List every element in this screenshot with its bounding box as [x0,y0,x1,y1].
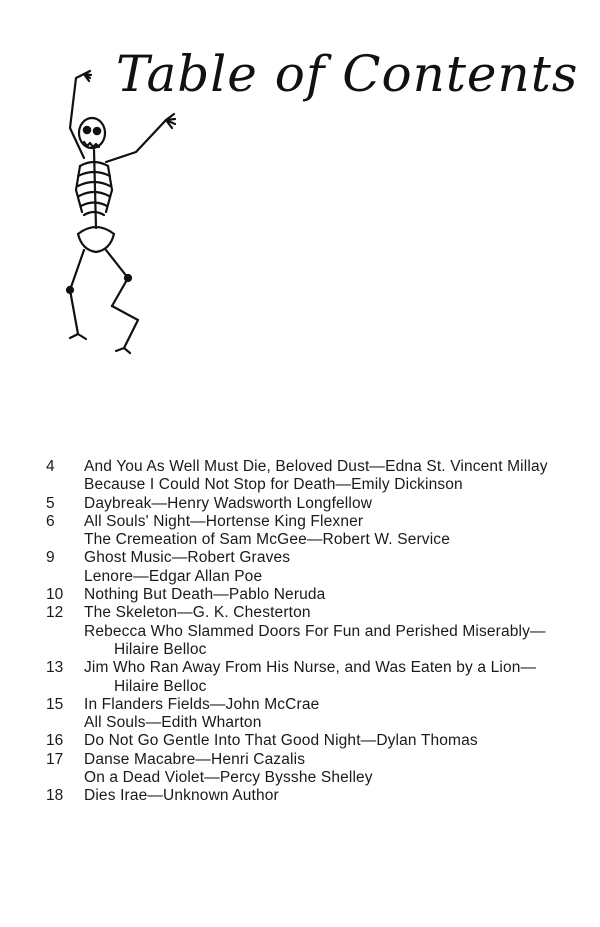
table-of-contents [46,458,566,806]
page-number: 12 [46,604,64,622]
entry-title: Do Not Go Gentle Into That Good Night—Dylan Thomas [84,732,478,750]
toc-entry[interactable] [46,751,566,769]
entry-title: In Flanders Fields—John McCrae [84,695,320,713]
toc-entry[interactable] [46,476,566,494]
page-number: 18 [46,787,64,805]
toc-entry[interactable] [46,623,566,660]
page-number: 5 [46,494,55,512]
toc-entry[interactable] [46,769,566,787]
page-number: 16 [46,732,64,750]
page-number: 9 [46,549,55,567]
toc-entry[interactable] [46,568,566,586]
toc-entry[interactable] [46,586,566,604]
entry-title: The Cremeation of Sam McGee—Robert W. Service [84,531,450,549]
entry-title: All Souls' Night—Hortense King Flexner [84,512,364,530]
toc-entry[interactable] [46,787,566,805]
toc-entry[interactable] [46,495,566,513]
toc-entry[interactable] [46,458,566,476]
toc-entry[interactable] [46,696,566,714]
entry-title: Danse Macabre—Henri Cazalis [84,750,306,768]
toc-entry[interactable] [46,513,566,531]
entry-title: The Skeleton—G. K. Chesterton [84,604,311,622]
entry-title: Ghost Music—Robert Graves [84,549,291,567]
entry-title: Daybreak—Henry Wadsworth Longfellow [84,494,373,512]
toc-entry[interactable] [46,659,566,696]
toc-entry[interactable] [46,531,566,549]
page-number: 10 [46,586,64,604]
toc-entry[interactable] [46,549,566,567]
page-number: 13 [46,659,64,677]
toc-entry[interactable] [46,732,566,750]
entry-title: Rebecca Who Slammed Doors For Fun and Perished Miserably—Hilaire Belloc [84,622,546,658]
toc-entry[interactable] [46,604,566,622]
entry-title: All Souls—Edith Wharton [84,714,262,732]
entry-title: Nothing But Death—Pablo Neruda [84,586,326,604]
entry-title: Lenore—Edgar Allan Poe [84,567,263,585]
page-title: Table of Contents [116,45,579,103]
page-number: 17 [46,750,64,768]
entry-title: And You As Well Must Die, Beloved Dust—Edna St. Vincent Millay [84,458,548,475]
dancing-skeleton-illustration [40,58,200,358]
entry-title: Jim Who Ran Away From His Nurse, and Was Eaten by a Lion—Hilaire Belloc [84,659,537,695]
page-number: 15 [46,695,64,713]
page-number: 4 [46,458,55,475]
page-number: 6 [46,512,55,530]
entry-title: On a Dead Violet—Percy Bysshe Shelley [84,769,373,787]
toc-entry[interactable] [46,714,566,732]
entry-title: Because I Could Not Stop for Death—Emily Dickinson [84,476,463,494]
entry-title: Dies Irae—Unknown Author [84,787,279,805]
